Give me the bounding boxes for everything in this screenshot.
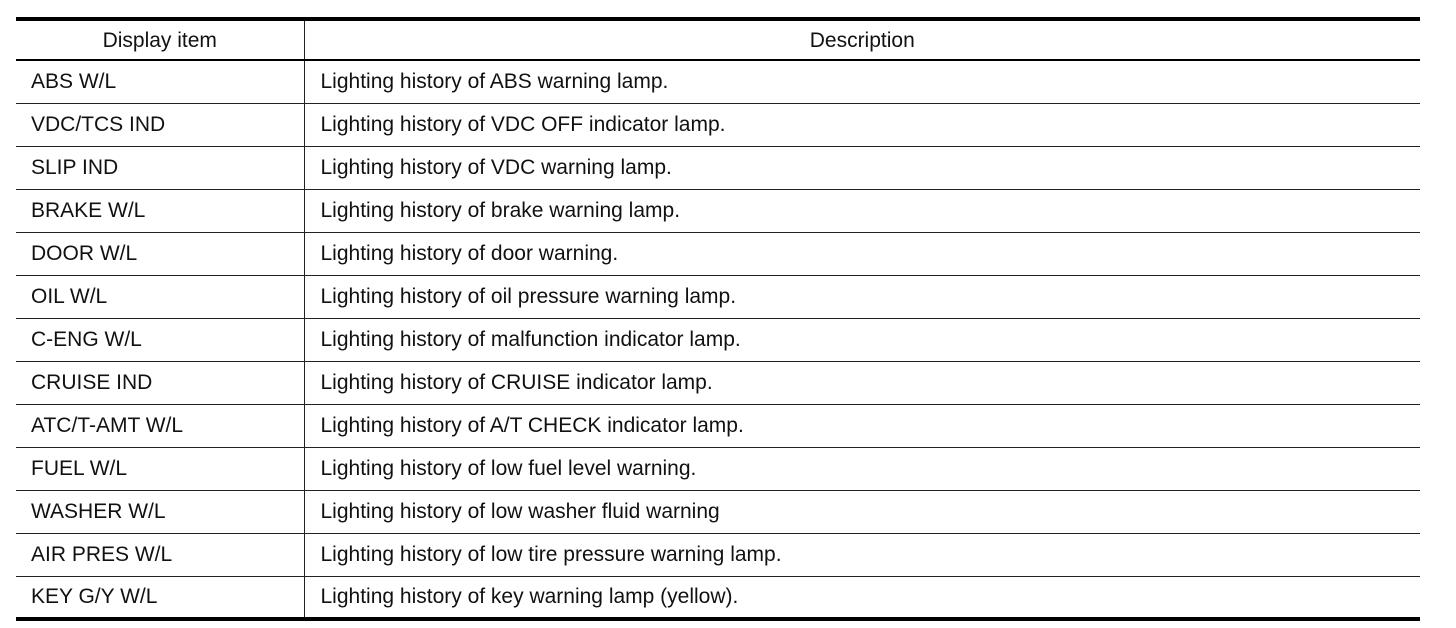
display-item-table [16, 17, 1420, 621]
display-item-cell: SLIP IND [16, 146, 304, 189]
display-item-cell: OIL W/L [16, 275, 304, 318]
table-row [16, 447, 1420, 490]
description-cell: Lighting history of VDC warning lamp. [304, 146, 1420, 189]
description-cell: Lighting history of low tire pressure warning lamp. [304, 533, 1420, 576]
table-row [16, 490, 1420, 533]
description-cell: Lighting history of low fuel level warning. [304, 447, 1420, 490]
display-item-cell: C-ENG W/L [16, 318, 304, 361]
description-cell: Lighting history of brake warning lamp. [304, 189, 1420, 232]
display-item-cell: DOOR W/L [16, 232, 304, 275]
display-item-cell: ATC/T-AMT W/L [16, 404, 304, 447]
display-item-cell: CRUISE IND [16, 361, 304, 404]
description-cell: Lighting history of ABS warning lamp. [304, 60, 1420, 103]
description-cell: Lighting history of door warning. [304, 232, 1420, 275]
display-item-cell: BRAKE W/L [16, 189, 304, 232]
table-row [16, 60, 1420, 103]
table-row [16, 146, 1420, 189]
description-cell: Lighting history of A/T CHECK indicator lamp. [304, 404, 1420, 447]
table-row [16, 232, 1420, 275]
description-cell: Lighting history of CRUISE indicator lamp. [304, 361, 1420, 404]
description-cell: Lighting history of low washer fluid warning [304, 490, 1420, 533]
table-row [16, 533, 1420, 576]
display-item-cell: FUEL W/L [16, 447, 304, 490]
display-item-cell: WASHER W/L [16, 490, 304, 533]
table-row [16, 103, 1420, 146]
description-cell: Lighting history of key warning lamp (yellow). [304, 576, 1420, 619]
description-cell: Lighting history of oil pressure warning lamp. [304, 275, 1420, 318]
display-item-cell: AIR PRES W/L [16, 533, 304, 576]
display-item-cell: KEY G/Y W/L [16, 576, 304, 619]
header-display-item: Display item [16, 19, 304, 60]
table-row [16, 318, 1420, 361]
table-row [16, 361, 1420, 404]
table-header-row [16, 19, 1420, 60]
table-row [16, 404, 1420, 447]
header-description: Description [304, 19, 1420, 60]
description-cell: Lighting history of VDC OFF indicator lamp. [304, 103, 1420, 146]
display-item-cell: VDC/TCS IND [16, 103, 304, 146]
display-item-cell: ABS W/L [16, 60, 304, 103]
table-row [16, 275, 1420, 318]
display-item-table-container [16, 17, 1420, 621]
table-row [16, 576, 1420, 619]
description-cell: Lighting history of malfunction indicator lamp. [304, 318, 1420, 361]
table-row [16, 189, 1420, 232]
